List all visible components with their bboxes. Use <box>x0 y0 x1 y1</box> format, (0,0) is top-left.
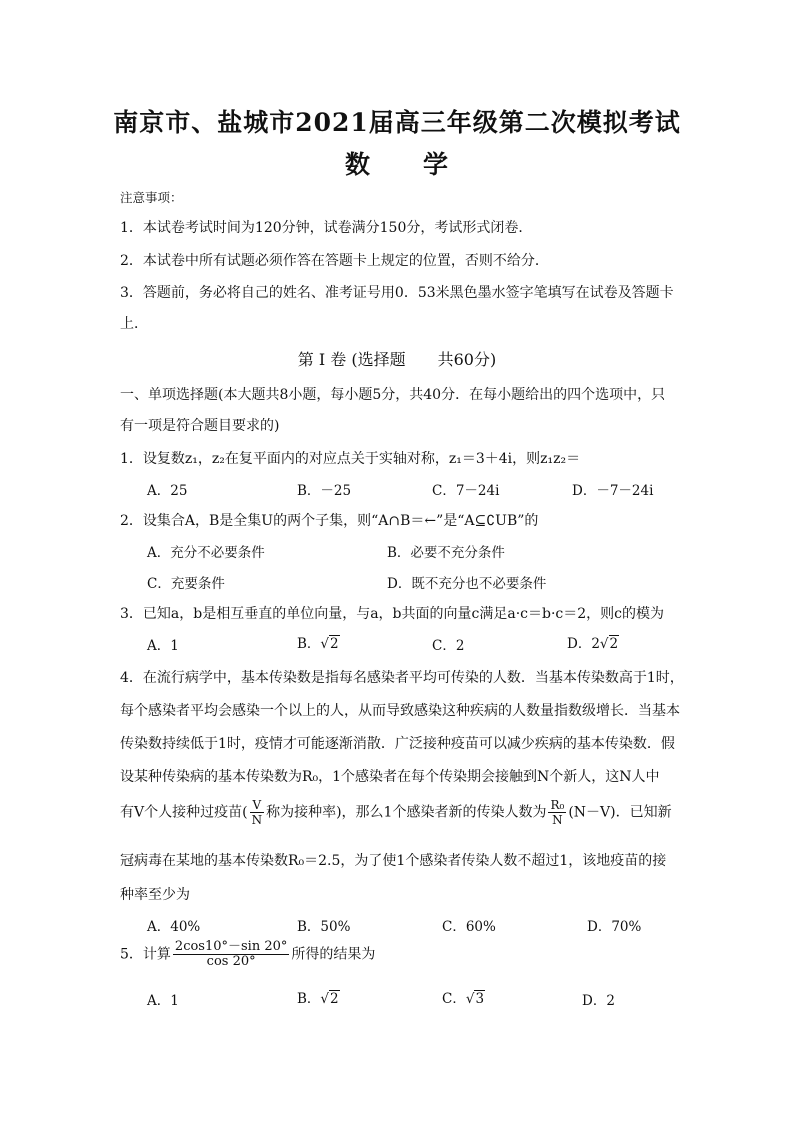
fraction-numerator: R₀ <box>550 798 565 812</box>
option-d: D．70% <box>587 919 642 935</box>
exam-title: 南京市、盐城市2021届高三年级第二次模拟考试 <box>113 108 681 137</box>
question-stem-line: 4．在流行病学中，基本传染数是指每名感染者平均可传染的人数．当基本传染数高于1时， <box>120 670 684 686</box>
section-intro: 有一项是符合题目要求的) <box>120 418 280 434</box>
option-d: D．2 <box>582 993 615 1009</box>
fraction-numerator: 2cos10°－sin 20° <box>174 939 288 954</box>
expression-fraction <box>173 940 289 969</box>
notes-heading: 注意事项： <box>120 190 183 205</box>
option-a: A．1 <box>147 638 179 654</box>
stem-part: 5．计算 <box>120 946 171 963</box>
option-b: B．－25 <box>297 483 352 499</box>
option-d <box>567 632 619 652</box>
transmission-fraction <box>548 798 566 827</box>
fraction-denominator: N <box>251 813 263 827</box>
note-item: 3．答题前，务必将自己的姓名、准考证号用0．53米黑色墨水签字笔填写在试卷及答题卡 <box>120 285 674 301</box>
option-c: C．充要条件 <box>147 576 225 592</box>
question-stem: 3．已知a，b是相互垂直的单位向量，与a，b共面的向量c满足a·c＝b·c＝2，则c的模为 <box>120 606 665 622</box>
subject-title: 数 学 <box>344 150 449 179</box>
option-c-label: C． <box>442 991 466 1007</box>
note-item: 2．本试卷中所有试题必须作答在答题卡上规定的位置，否则不给分． <box>120 253 549 269</box>
question-stem-line: 每个感染者平均会感染一个以上的人，从而导致感染这种疾病的人数量指数级增长．当基本 <box>120 703 680 719</box>
sqrt-symbol: √3 <box>465 991 485 1007</box>
question-stem: 1．设复数z₁，z₂在复平面内的对应点关于实轴对称，z₁＝3＋4i，则z₁z₂＝ <box>120 451 581 467</box>
sqrt-symbol: √2 <box>320 991 339 1007</box>
option-c: C．7－24i <box>432 483 500 499</box>
question-stem-line <box>120 798 672 827</box>
option-a: A．25 <box>147 483 188 499</box>
option-a: A．充分不必要条件 <box>147 545 265 561</box>
stem-part: 所得的结果为 <box>291 946 376 963</box>
option-a: A．1 <box>147 993 179 1009</box>
question-stem-line: 种率至少为 <box>120 887 190 903</box>
question-stem: 2．设集合A，B是全集U的两个子集，则“A∩B＝←”是“A⊆∁UB”的 <box>120 513 539 529</box>
question-stem <box>120 940 375 969</box>
option-a: A．40% <box>147 919 201 935</box>
fraction-denominator: cos 20° <box>206 954 256 969</box>
radicand: 3 <box>475 991 485 1007</box>
note-item: 1．本试卷考试时间为120分钟，试卷满分150分，考试形式闭卷． <box>120 220 533 236</box>
option-d: D．既不充分也不必要条件 <box>387 576 547 592</box>
option-d-label: D．2 <box>567 636 600 652</box>
section-intro: 一、单项选择题(本大题共8小题，每小题5分，共40分．在每小题给出的四个选项中，只 <box>120 387 666 403</box>
option-b-label: B． <box>297 636 321 652</box>
stem-part: (N－V)．已知新 <box>568 804 672 821</box>
fraction-numerator: V <box>250 798 265 813</box>
part-title: 第 I 卷 (选择题 共60分) <box>297 350 497 369</box>
stem-part: 有V个人接种过疫苗( <box>120 804 248 821</box>
question-stem-line: 传染数持续低于1时，疫情才可能逐渐消散．广泛接种疫苗可以减少疾病的基本传染数．假 <box>120 736 675 752</box>
sqrt-symbol: √2 <box>320 636 339 652</box>
option-c: C．60% <box>442 919 496 935</box>
radicand: 2 <box>330 991 339 1007</box>
option-b: B．50% <box>297 919 351 935</box>
stem-part: 称为接种率)，那么1个感染者新的传染人数为 <box>266 804 547 821</box>
option-b-label: B． <box>297 991 321 1007</box>
sqrt-symbol: √2 <box>599 636 619 652</box>
option-c: C．2 <box>432 638 465 654</box>
fraction-denominator: N <box>552 813 563 827</box>
question-stem-line: 设某种传染病的基本传染数为R₀，1个感染者在每个传染期会接触到N个新人，这N人中 <box>120 769 660 785</box>
option-b <box>297 987 340 1007</box>
radicand: 2 <box>330 636 339 652</box>
option-d: D．－7－24i <box>572 483 654 499</box>
option-c <box>442 987 485 1007</box>
radicand: 2 <box>609 636 619 652</box>
option-b: B．必要不充分条件 <box>387 545 505 561</box>
question-stem-line: 冠病毒在某地的基本传染数R₀＝2.5，为了使1个感染者传染人数不超过1，该地疫苗的接 <box>120 853 667 869</box>
option-b <box>297 632 340 652</box>
note-item: 上． <box>120 316 148 332</box>
vaccination-rate-fraction <box>250 798 265 827</box>
